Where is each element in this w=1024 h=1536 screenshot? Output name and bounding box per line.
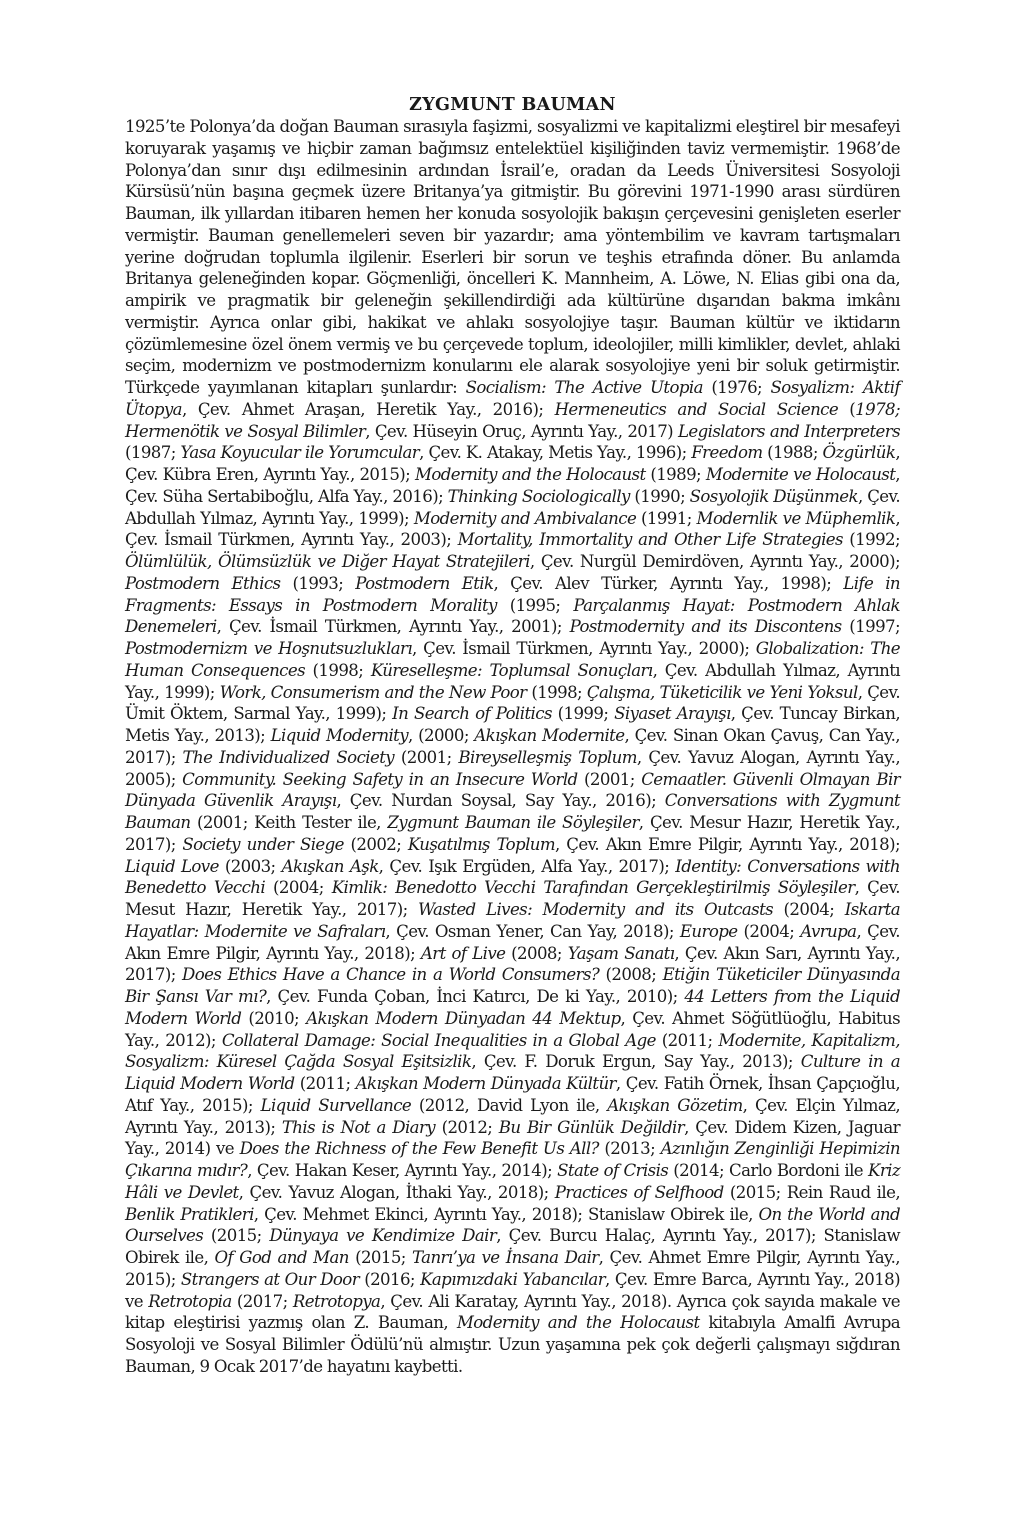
body-run: (1993;: [280, 573, 356, 593]
body-run: (1992;: [842, 530, 900, 550]
book-title: Dünyaya ve Kendimize Dair: [269, 1226, 497, 1246]
book-title: Life in Fragments: Essays in Postmodern Morality: [125, 573, 900, 615]
body-run: (1999;: [551, 704, 615, 724]
book-title: Benlik Pratikleri: [125, 1204, 254, 1224]
body-run: (2004;: [737, 921, 801, 941]
book-title: Liquid Love: [125, 856, 219, 876]
book-title: Practices of Selfhood: [554, 1182, 724, 1202]
book-title: State of Crisis: [557, 1161, 669, 1180]
book-title: Ölümlülük, Ölümsüzlük ve Diğer Hayat Stratejileri: [125, 552, 530, 571]
book-title: On the World and Ourselves: [125, 1204, 900, 1246]
body-run: (2010;: [241, 1008, 307, 1028]
book-title: Akışkan Modern Dünyada Kültür: [355, 1074, 616, 1093]
book-title: Liquid Survellance: [260, 1095, 412, 1115]
book-title: Retrotopya: [292, 1291, 381, 1311]
body-run: , (2000;: [408, 726, 475, 745]
body-run: (1997;: [841, 617, 901, 637]
body-run: (2012, David Lyon ile,: [411, 1095, 608, 1115]
book-title: Kuşatılmış Toplum: [407, 834, 555, 854]
book-title: Postmodernizm ve Hoşnutsuzlukları: [125, 639, 413, 658]
book-title: This is Not a Diary: [281, 1117, 436, 1137]
body-run: , Çev. Ali Karatay, Ayrıntı Yay., 2018). Ayrıca çok sayıda makale ve kitap eleştirisi yazmış olan Z. Bauman,: [125, 1291, 900, 1333]
body-run: , Çev. Tuncay Birkan, Metis Yay., 2013);: [125, 704, 900, 745]
book-title: Cemaatler. Güvenli Olmayan Bir Dünyada Güvenlik Arayışı: [125, 769, 900, 811]
body-run: (2004;: [773, 900, 845, 919]
body-run: (1998;: [526, 682, 587, 702]
book-title: Mortality, Immortality and Other Life Strategies: [457, 530, 843, 550]
book-title: Modernity and the Holocaust: [456, 1313, 700, 1333]
book-title: Bireyselleşmiş Toplum: [458, 747, 637, 767]
book-title: Kimlik: Benedotto Vecchi Tarafından Gerçekleştirilmiş Söyleşiler: [331, 878, 855, 898]
body-run: (: [838, 399, 856, 419]
book-title: Tanrı’ya ve İnsana Dair: [411, 1248, 599, 1267]
body-run: (2014; Carlo Bordoni ile: [668, 1161, 869, 1180]
book-title: Küreselleşme: Toplumsal Sonuçları: [370, 660, 653, 680]
book-title: Does Ethics Have a Chance in a World Consumers?: [182, 965, 600, 985]
body-run: , Çev. Akın Emre Pilgir, Ayrıntı Yay., 2018);: [125, 921, 900, 963]
body-run: (2012;: [435, 1117, 499, 1137]
body-run: , Çev. Osman Yener, Can Yay, 2018);: [385, 921, 680, 941]
book-title: Does the Richness of the Few Benefit Us All?: [239, 1139, 599, 1159]
body-run: , Çev. Kübra Eren, Ayrıntı Yay., 2015);: [125, 443, 900, 484]
book-title: Modernity and the Holocaust: [414, 465, 646, 484]
body-run: (2001;: [577, 769, 642, 789]
body-run: (2008;: [599, 965, 663, 985]
body-run: (2015; Rein Raud ile,: [723, 1182, 900, 1202]
biography-paragraph: [125, 116, 900, 1378]
book-title: Work, Consumerism and the New Poor: [219, 682, 527, 702]
body-run: , Çev. Emre Barca, Ayrıntı Yay., 2018) ve: [125, 1269, 901, 1311]
body-run: , Çev. Işık Ergüden, Alfa Yay., 2017);: [378, 856, 676, 876]
body-run: , Çev. Ümit Öktem, Sarmal Yay., 1999);: [125, 682, 900, 724]
body-run: (2001;: [394, 747, 459, 767]
body-run: (1988;: [762, 443, 823, 463]
body-run: (2001; Keith Tester ile,: [190, 813, 388, 832]
book-title: Legislators and Interpreters: [677, 421, 900, 441]
body-run: (2011;: [294, 1074, 356, 1093]
body-run: , Çev. Akın Emre Pilgir, Ayrıntı Yay., 2018);: [555, 834, 900, 854]
body-run: , Çev. İsmail Türkmen, Ayrıntı Yay., 2000);: [412, 639, 756, 658]
book-title: 1978; Hermenötik ve Sosyal Bilimler: [125, 399, 900, 441]
body-run: (2002;: [343, 834, 408, 854]
body-run: (2017;: [231, 1291, 293, 1311]
book-title: Postmodern Ethics: [125, 573, 281, 593]
body-run: (1995;: [496, 595, 574, 615]
book-title: In Search of Politics: [392, 704, 552, 724]
body-run: kitabıyla Amalfi Avrupa Sosyoloji ve Sosyal Bilimler Ödülü’nü almıştır. Uzun yaşamına pek çok değerli çalışmayı sığdıran Bauman, 9 Ocak 2017’de hayatını kaybetti.: [125, 1313, 901, 1376]
book-title: Of God and Man: [214, 1248, 349, 1267]
body-run: , Çev. Nurgül Demirdöven, Ayrıntı Yay., 2000);: [529, 552, 900, 571]
book-title: Liquid Modernity: [270, 726, 409, 745]
book-title: Modernlik ve Müphemlik: [696, 508, 896, 528]
book-title: Society under Siege: [182, 834, 344, 854]
book-title: Europe: [679, 921, 738, 941]
book-title: Siyaset Arayışı: [614, 704, 731, 724]
body-run: , Çev. Fatih Örnek, İhsan Çapçıoğlu, Atıf Yay., 2015);: [125, 1074, 901, 1115]
body-run: , Çev. Ahmet Söğütlüoğlu, Habitus Yay., 2012);: [125, 1008, 900, 1050]
book-title: Collateral Damage: Social Inequalities in a Global Age: [221, 1030, 656, 1050]
book-title: Conversations with Zygmunt Bauman: [125, 791, 900, 832]
body-run: (1989;: [645, 465, 706, 484]
body-run: (1976;: [702, 378, 771, 397]
book-title: Zygmunt Bauman ile Söyleşiler: [387, 813, 639, 832]
book-title: Sosyolojik Düşünmek: [689, 486, 858, 506]
body-run: , Çev. İsmail Türkmen, Ayrıntı Yay., 2003);: [125, 508, 901, 550]
body-run: , Çev. Hüseyin Oruç, Ayrıntı Yay., 2017): [365, 421, 678, 441]
book-title: Akışkan Modern Dünyadan 44 Mektup: [306, 1008, 621, 1028]
book-title: Thinking Sociologically: [447, 486, 630, 506]
body-run: (2015;: [203, 1226, 270, 1246]
body-run: , Çev. Abdullah Yılmaz, Ayrıntı Yay., 1999);: [125, 486, 900, 528]
book-title: Parçalanmış Hayat: Postmodern Ahlak Denemeleri: [125, 595, 900, 637]
book-title: Yaşam Sanatı: [567, 943, 675, 963]
book-title: Kriz Hâli ve Devlet: [125, 1161, 901, 1202]
book-title: Socialism: The Active Utopia: [465, 378, 703, 397]
book-title: Postmodern Etik: [355, 573, 494, 593]
book-title: Yasa Koyucular ile Yorumcular: [180, 443, 420, 463]
book-title: Hermeneutics and Social Science: [554, 399, 839, 419]
book-title: Postmodernity and its Discontens: [569, 617, 842, 637]
body-run: , Çev. Ahmet Emre Pilgir, Ayrıntı Yay., 2015);: [125, 1248, 900, 1289]
book-title: Identity: Conversations with Benedetto Vecchi: [125, 856, 900, 898]
body-run: (1991;: [636, 508, 697, 528]
book-title: Modernite, Kapitalizm, Sosyalizm: Küresel Çağda Sosyal Eşitsizlik: [125, 1030, 900, 1072]
author-heading: ZYGMUNT BAUMAN: [409, 95, 616, 115]
body-run: (2003;: [218, 856, 282, 876]
body-run: , Çev. Funda Çoban, İnci Katırcı, De ki Yay., 2010);: [266, 987, 685, 1006]
book-title: Culture in a Liquid Modern World: [125, 1052, 901, 1093]
body-run: (1987;: [125, 443, 181, 463]
body-run: (2015;: [348, 1248, 412, 1267]
book-title: Akışkan Gözetim: [607, 1095, 743, 1115]
body-run: , Çev. Sinan Okan Çavuş, Can Yay., 2017);: [125, 726, 900, 767]
body-run: , Çev. Hakan Keser, Ayrıntı Yay., 2014);: [247, 1161, 558, 1180]
body-run: (2011;: [655, 1030, 719, 1050]
book-title: Modernity and Ambivalance: [413, 508, 637, 528]
book-title: Etiğin Tüketiciler Dünyasında Bir Şansı Var mı?: [125, 965, 900, 1006]
body-run: , Çev. Mesur Hazır, Heretik Yay., 2017);: [125, 813, 901, 854]
book-title: Özgürlük: [822, 443, 896, 463]
book-title: Akışkan Modernite: [474, 726, 625, 745]
book-title: Globalization: The Human Consequences: [125, 639, 901, 680]
book-title: Art of Live: [420, 943, 506, 963]
body-run: (2008;: [505, 943, 568, 963]
book-title: Kapımızdaki Yabancılar: [420, 1269, 606, 1289]
body-run: , Çev. Yavuz Alogan, İthaki Yay., 2018);: [238, 1182, 555, 1202]
body-run: , Çev. Burcu Halaç, Ayrıntı Yay., 2017); Stanislaw Obirek ile,: [125, 1226, 900, 1267]
book-title: The Individualized Society: [182, 747, 395, 767]
book-title: Retrotopia: [148, 1291, 232, 1311]
body-run: , Çev. Mesut Hazır, Heretik Yay., 2017);: [125, 878, 900, 919]
body-run: (2016;: [359, 1269, 421, 1289]
book-title: Çalışma, Tüketicilik ve Yeni Yoksul: [586, 682, 858, 702]
book-title: Strangers at Our Door: [180, 1269, 360, 1289]
body-run: , Çev. Didem Kizen, Jaguar Yay., 2014) ve: [125, 1117, 901, 1159]
body-run: (1990;: [629, 486, 690, 506]
body-run: , Çev. Akın Sarı, Ayrıntı Yay., 2017);: [125, 943, 900, 985]
body-run: , Çev. Ahmet Araşan, Heretik Yay., 2016);: [181, 399, 555, 419]
book-title: Sosyalizm: Aktif Ütopya: [125, 378, 900, 419]
body-run: , Çev. Nurdan Soysal, Say Yay., 2016);: [336, 791, 665, 811]
body-run: , Çev. İsmail Türkmen, Ayrıntı Yay., 2001);: [216, 617, 570, 637]
body-run: 1925’te Polonya’da doğan Bauman sırasıyla faşizmi, sosyalizmi ve kapitalizmi eleştirel bir mesafeyi koruyarak yaşamış ve hiçbir zaman bağımsız entelektüel kişiliğinden taviz vermemiştir. 1968’de Polonya’dan sınır dışı edilmesinin ardından İsrail’e, oradan da Leeds Üniversitesi Sosyoloji Kürsüsü’nün başına geçmek üzere Britanya’ya gitmiştir. Bu görevini 1971-1990 arası sürdüren Bauman, ilk yıllardan itibaren hemen her konuda sosyolojik bakışın çerçevesini genişleten eserler vermiştir. Bauman genellemeleri seven bir yazardır; ama yöntembilim ve kavram tartışmaları yerine doğrudan toplumla ilgilenir. Eserleri bir sorun ve teşhis etrafında döner. Bu anlamda Britanya geleneğinden kopar. Göçmenliği, öncelleri K. Mannheim, A. Löwe, N. Elias gibi ona da, ampirik ve pragmatik bir geleneğin şekillendirdiği ada kültürüne dışarıdan bakma imkânı vermiştir. Ayrıca onlar gibi, hakikat ve ahlakı sosyolojiye taşır. Bauman kültür ve iktidarın çözümlemesine özel önem vermiş ve bu çerçevede toplum, ideolojiler, milli kimlikler, devlet, ahlaki seçim, modernizm ve postmodernizm konularını ele alarak sosyolojiye yeni bir soluk getirmiştir. Türkçede yayımlanan kitapları şunlardır:: [125, 117, 900, 397]
body-run: , Çev. Elçin Yılmaz, Ayrıntı Yay., 2013);: [125, 1095, 900, 1137]
book-title: Akışkan Aşk: [281, 856, 379, 876]
body-run: , Çev. Yavuz Alogan, Ayrıntı Yay., 2005);: [125, 747, 901, 789]
book-title: Community. Seeking Safety in an Insecure World: [182, 769, 578, 789]
body-run: , Çev. Mehmet Ekinci, Ayrıntı Yay., 2018); Stanislaw Obirek ile,: [253, 1204, 759, 1224]
body-run: (2013;: [598, 1139, 661, 1159]
body-run: , Çev. Abdullah Yılmaz, Ayrıntı Yay., 1999);: [125, 660, 900, 702]
book-title: 44 Letters from the Liquid Modern World: [125, 987, 900, 1028]
body-run: , Çev. F. Doruk Ergun, Say Yay., 2013);: [471, 1052, 801, 1072]
book-title: Bu Bir Günlük Değildir: [498, 1117, 685, 1137]
body-run: , Çev. Alev Türker, Ayrıntı Yay., 1998);: [493, 573, 844, 593]
biography-page: [125, 94, 900, 1378]
body-run: , Çev. Süha Sertabiboğlu, Alfa Yay., 2016);: [125, 465, 900, 506]
body-run: (1998;: [305, 660, 371, 680]
book-title: Wasted Lives: Modernity and its Outcasts: [418, 900, 774, 919]
body-run: (2004;: [265, 878, 332, 898]
book-title: Iskarta Hayatlar: Modernite ve Safraları: [125, 900, 900, 941]
book-title: Freedom: [691, 443, 763, 463]
body-run: , Çev. K. Atakay, Metis Yay., 1996);: [419, 443, 692, 463]
book-title: Avrupa: [800, 921, 857, 941]
book-title: Azınlığın Zenginliği Hepimizin Çıkarına mıdır?: [125, 1139, 901, 1180]
book-title: Modernite ve Holocaust: [705, 465, 896, 484]
